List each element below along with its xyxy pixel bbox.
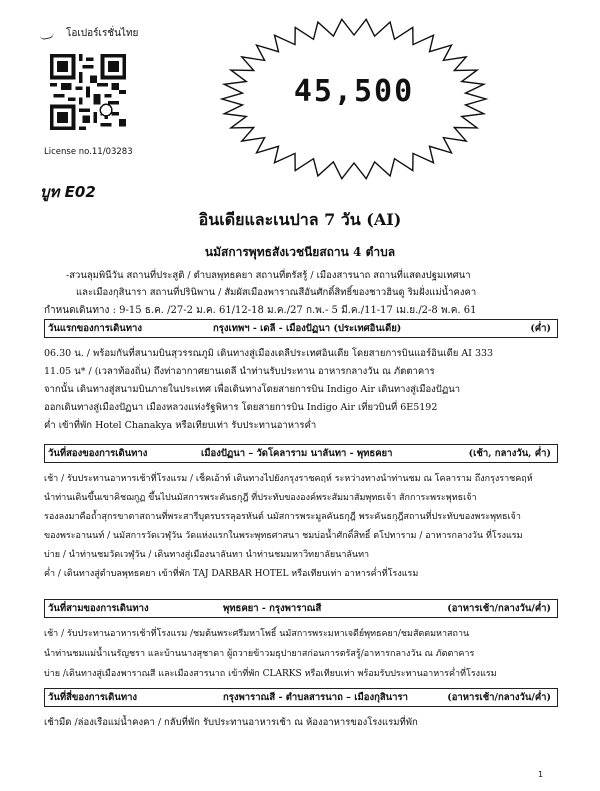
day-meals: (อาหารเช้า/กลางวัน/ค่ำ) bbox=[447, 692, 551, 703]
day-label: วันที่สองของการเดินทาง bbox=[48, 448, 148, 459]
itinerary-line: 06.30 น. / พร้อมกันที่สนามบินสุวรรณภูมิ เดินทางสู่เมืองเดลีประเทศอินเดีย โดยสายการบินแอร์อินเดีย AI 333 bbox=[44, 348, 494, 359]
day-route: กรุงพาราณสี - ตำบลสารนาถ – เมืองกุสินารา bbox=[223, 692, 408, 703]
itinerary-line: นำท่านชมแม่น้ำเนรัญชรา และบ้านนางสุชาดา ผู้ถวายข้าวมธุปายาสก่อนการตรัสรู้/อาหารกลางวัน ณ ภัตตาคาร bbox=[44, 649, 475, 659]
day-meals: (อาหารเช้า/กลางวัน/ค่ำ) bbox=[447, 603, 551, 614]
itinerary-line: บ่าย /เดินทางสู่เมืองพาราณสี และเมืองสารนาถ เข้าที่พัก CLARKS หรือเทียบเท่า พร้อมรับประทานอาหารค่ำที่โรงแรม bbox=[44, 669, 497, 679]
travel-schedule: กำหนดเดินทาง : 9-15 ธ.ค. /27-2 ม.ค. 61/12-18 ม.ค./27 ก.พ.- 5 มี.ค./11-17 เม.ย./2-8 พ.ค. 61 bbox=[44, 305, 477, 316]
itinerary-line: เช้า / รับประทานอาหารเช้าที่โรงแรม /ชมต้นพระศรีมหาโพธิ์ นมัสการพระมหาเจดีย์พุทธคยา/ชมสัตตมหาสถาน bbox=[44, 629, 470, 639]
itinerary-line: เช้ามืด /ล่องเรือแม่น้ำคงคา / กลับที่พัก รับประทานอาหารเช้า ณ ห้องอาหารของโรงแรมที่พัก bbox=[44, 717, 418, 728]
itinerary-line: ของพระอานนท์ / นมัสการวัดเวฬุวัน วัดแห่งแรกในพระพุทธศาสนา ชมบ่อน้ำศักดิ์สิทธิ์ ตโปทาราม / อาหารกลางวัน ที่โรงแรม bbox=[44, 531, 523, 541]
intro-line: และเมืองกุสินารา สถานที่ปรินิพาน / สัมผัสเมืองพาราณสีอันศักดิ์สิทธิ์ของชาวฮินดู ริมฝั่งแม่น้ำคงคา bbox=[76, 287, 477, 298]
itinerary-line: ค่ำ เข้าที่พัก Hotel Chanakya หรือเทียบเท่า รับประทานอาหารค่ำ bbox=[44, 420, 317, 431]
day-route: เมืองปัฏนา – วัดโคลาราม นาลันทา - พุทธคยา bbox=[201, 448, 393, 459]
day-label: วันแรกของการเดินทาง bbox=[48, 323, 142, 334]
license-number: License no.11/03283 bbox=[44, 147, 133, 157]
brand-name: โอเปอร์เรชั่นไทย bbox=[66, 28, 139, 39]
day-header bbox=[44, 444, 558, 463]
day-meals: (ค่ำ) bbox=[530, 323, 551, 334]
itinerary-line: ออกเดินทางสู่เมืองปัฏนา เมืองหลวงแห่งรัฐพิหาร โดยสายการบิน Indigo Air เที่ยวบินที่ 6E5192 bbox=[44, 402, 438, 413]
page-number: 1 bbox=[538, 770, 544, 779]
itinerary-line: เช้า / รับประทานอาหารเช้าที่โรงแรม / เช็คเอ้าท์ เดินทางไปยังกรุงราชคฤห์ ระหว่างทางนำท่านชม ณ โคลาราม ถึงกรุงราชคฤห์ bbox=[44, 474, 533, 484]
itinerary-line: จากนั้น เดินทางสู่สนามบินภายในประเทศ เพื่อเดินทางโดยสายการบิน Indigo Air เดินทางสู่เมืองปัฏนา bbox=[44, 384, 461, 395]
itinerary-line: ค่ำ / เดินทางสู่ตำบลพุทธคยา เข้าที่พัก TAJ DARBAR HOTEL หรือเทียบเท่า อาหารค่ำที่โรงแรม bbox=[44, 569, 419, 579]
tour-subtitle: นมัสการพุทธสังเวชนียสถาน 4 ตำบล bbox=[204, 245, 396, 259]
tour-price: 45,500 bbox=[293, 74, 415, 109]
itinerary-line: รองลงมาคือถ้ำสุกรขาตาสถานที่พระสารีบุตรบรรลุอรหันต์ นมัสการพระมูลคันธกุฎี พระคันธกุฎีสถานที่ประทับของพระพุทธเจ้า bbox=[44, 512, 521, 522]
brand-logo-mark bbox=[40, 33, 55, 41]
day-header bbox=[44, 688, 558, 707]
itinerary-line: 11.05 น* / (เวลาท้องถิ่น) ถึงท่าอากาศยานเดลี นำท่านรับประทาน อาหารกลางวัน ณ ภัตตาคาร bbox=[44, 366, 435, 377]
qr-code-icon bbox=[50, 54, 126, 130]
day-label: วันที่สี่ของการเดินทาง bbox=[48, 692, 138, 703]
tour-code: บูท E02 bbox=[40, 183, 96, 201]
day-route: กรุงเทพฯ - เดลี - เมืองปัฏนา (ประเทศอินเดีย) bbox=[213, 323, 402, 334]
itinerary-line: บ่าย / นำท่านชมวัดเวฬุวัน / เดินทางสู่เมืองนาลันทา นำท่านชมมหาวิทยาลัยนาลันทา bbox=[44, 550, 370, 560]
day-header bbox=[44, 319, 558, 338]
tour-title: อินเดียและเนปาล 7 วัน (AI) bbox=[198, 210, 402, 229]
itinerary-line: นำท่านเดินขึ้นเขาคิชฌกูฏ ขึ้นไปนมัสการพระคันธกุฎี ที่ประทับขององค์พระสัมมาสัมพุทธเจ้า สักการะพระพุทธเจ้า bbox=[44, 493, 477, 503]
day-label: วันที่สามของการเดินทาง bbox=[48, 603, 149, 614]
intro-line: -สวนลุมพินีวัน สถานที่ประสูติ / ตำบลพุทธคยา สถานที่ตรัสรู้ / เมืองสารนาถ สถานที่แสดงปฐมเทศนา bbox=[66, 270, 471, 281]
day-header bbox=[44, 599, 558, 618]
day-route: พุทธคยา - กรุงพาราณสี bbox=[223, 603, 322, 614]
day-meals: (เช้า, กลางวัน, ค่ำ) bbox=[468, 448, 551, 459]
